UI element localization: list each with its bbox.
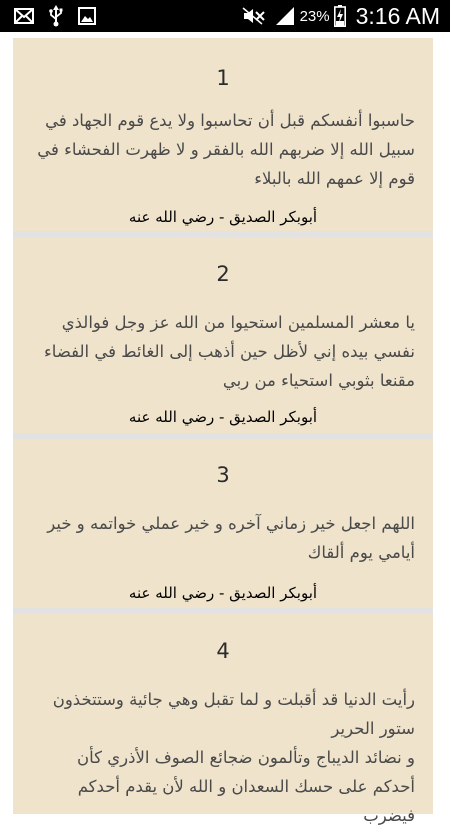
quotes-list[interactable] bbox=[0, 32, 450, 825]
quote-card[interactable] bbox=[13, 614, 433, 825]
image-icon bbox=[78, 7, 96, 25]
mute-icon bbox=[242, 7, 266, 25]
quote-text: يا معشر المسلمين استحيوا من الله عز وجل فوالذي نفسي بيده إني لأظل حين أذهب إلى الغائط في الفضاء مقنعا بثوبي استحياء من ربي bbox=[44, 313, 415, 390]
quote-author: أبوبكر الصديق - رضي الله عنه bbox=[128, 208, 318, 226]
quote-author: أبوبكر الصديق - رضي الله عنه bbox=[128, 584, 318, 602]
notification-icons bbox=[0, 5, 96, 27]
quote-card[interactable] bbox=[13, 38, 433, 231]
email-icon bbox=[14, 8, 34, 24]
quote-text: حاسبوا أنفسكم قبل أن تحاسبوا ولا يدع قوم الجهاد في سبيل الله إلا ضربهم الله بالفقر و لا ظهرت الفحشاء في قوم إلا عمهم الله بالبلاء bbox=[37, 111, 415, 188]
battery-charging-icon bbox=[334, 5, 346, 27]
quote-card[interactable] bbox=[13, 439, 433, 608]
signal-icon bbox=[274, 6, 296, 26]
battery-percent: 23% bbox=[299, 7, 330, 25]
quote-author: أبوبكر الصديق - رضي الله عنه bbox=[128, 408, 318, 426]
usb-icon bbox=[48, 5, 64, 27]
quote-number: 3 bbox=[216, 463, 230, 487]
quote-number: 4 bbox=[216, 639, 230, 663]
status-bar bbox=[0, 0, 450, 32]
quote-text: رأيت الدنيا قد أقبلت و لما تقبل وهي جائية وستتخذون ستور الحرير و نضائد الديباج وتألمون ضجائع الصوف الأذري كأن أحدكم على حسك السعدان و الله لأن يقدم أحدكم فيضرب bbox=[52, 690, 415, 825]
quote-text: اللهم اجعل خير زماني آخره و خير عملي خواتمه و خير أيامي يوم ألقاك bbox=[47, 514, 415, 562]
quote-card[interactable] bbox=[13, 237, 433, 433]
clock: 3:16 AM bbox=[355, 2, 440, 29]
quote-number: 1 bbox=[216, 66, 230, 90]
quote-number: 2 bbox=[216, 262, 230, 286]
system-icons bbox=[242, 3, 450, 30]
